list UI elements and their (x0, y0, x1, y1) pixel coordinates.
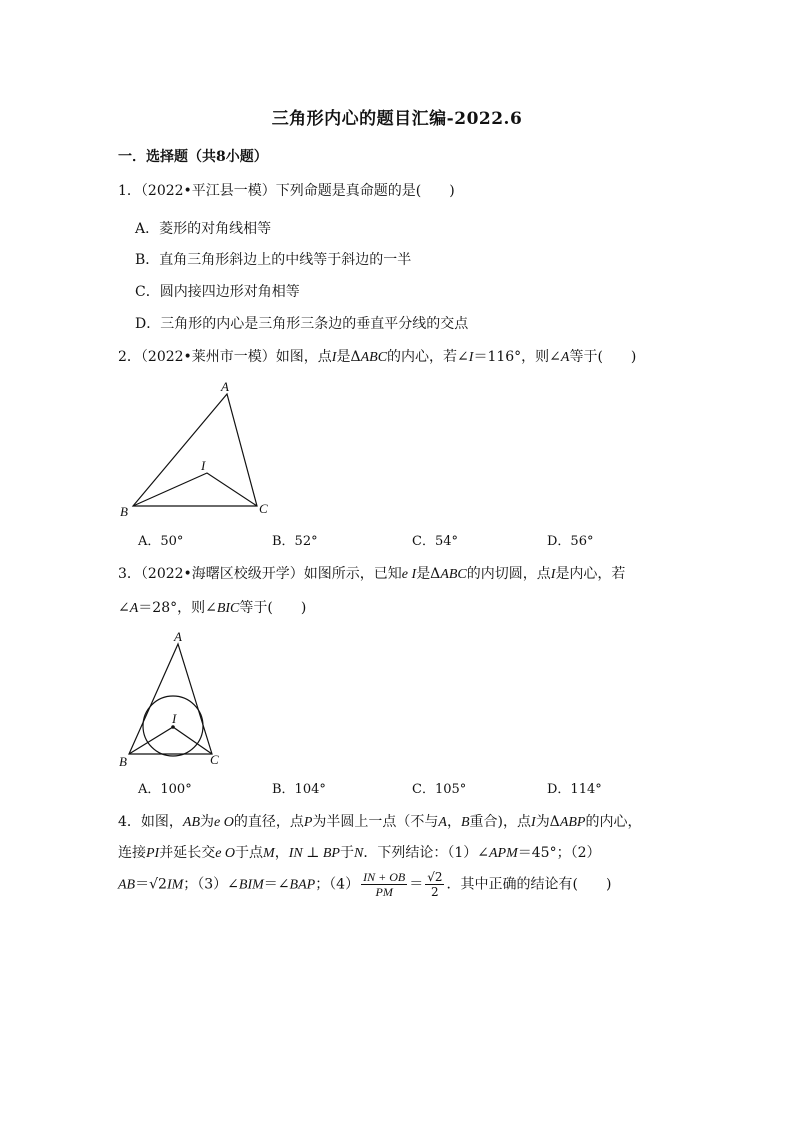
fraction-1-denominator: PM (375, 885, 393, 899)
question-3-text: 是Δ (416, 566, 441, 582)
math-var: e O (215, 846, 236, 861)
math-var: A (129, 601, 139, 616)
question-1-option-a: A．菱形的对角线相等 (135, 221, 272, 237)
math-var: I (468, 350, 474, 365)
math-var: P (303, 815, 313, 830)
question-3-option-a: A．100° (138, 782, 192, 797)
question-1-option-d: D．三角形的内心是三角形三条边的垂直平分线的交点 (135, 316, 469, 332)
question-4-stem-line-3 (118, 870, 611, 899)
question-4-stem-line-1 (118, 811, 641, 831)
question-2-stem (118, 346, 636, 366)
question-2-option-d: D．56° (547, 534, 594, 549)
fraction-1-numerator: IN + OB (363, 870, 406, 884)
question-1-option-c: C．圆内接四边形对角相等 (135, 284, 300, 300)
math-var: I (331, 350, 337, 365)
triangle-abc (129, 644, 212, 754)
question-4-text: ， (446, 814, 461, 830)
triangle-abc (133, 394, 257, 506)
label-a: A (174, 629, 182, 644)
math-var: e O (214, 815, 234, 830)
math-var: I (531, 815, 536, 830)
equals-sign: ＝ (409, 876, 424, 893)
question-2-figure (112, 376, 282, 524)
question-2-option-c: C．54° (412, 534, 458, 549)
question-4-text: 为半圆上一点（不与 (312, 814, 439, 830)
question-4-text: ．下列结论：（1）∠ (363, 845, 489, 861)
question-3-option-c: C．105° (412, 782, 467, 797)
question-3-text: ＝28°，则∠ (138, 600, 217, 616)
question-3-option-d: D．114° (547, 782, 602, 797)
question-4-text: ＝∠ (263, 876, 290, 893)
question-4-text: ；（4） (315, 876, 360, 893)
question-2-text: ＝116°，则∠ (473, 349, 561, 365)
question-2-text: 等于( ) (569, 349, 637, 365)
fraction-1 (361, 870, 407, 899)
label-i: I (172, 711, 177, 726)
page-title: 三角形内心的题目汇编-2022.6 (271, 109, 523, 129)
question-3-option-b: B．104° (272, 782, 326, 797)
question-2-option-b: B．52° (272, 534, 318, 549)
question-4-text: ， (274, 845, 289, 861)
math-var: B (460, 815, 470, 830)
section-heading: 一．选择题（共8小题） (118, 149, 268, 165)
math-var: N (354, 846, 364, 861)
fraction-2 (425, 870, 444, 899)
question-3-figure (112, 626, 232, 772)
math-var: BIC (216, 601, 240, 616)
math-var: A (560, 350, 570, 365)
math-var: A (438, 815, 447, 830)
math-var: M (263, 846, 275, 861)
label-c: C (259, 501, 268, 516)
question-4-text: 于点 (235, 845, 264, 861)
question-4-text: ＝45°；（2） (517, 845, 601, 861)
label-a: A (221, 379, 229, 394)
label-b: B (120, 504, 128, 519)
math-var: IN ⊥ BP (288, 846, 340, 861)
question-2-text: 是Δ (336, 349, 361, 365)
math-var: AB (118, 877, 136, 893)
math-var: APM (488, 846, 518, 861)
fraction-2-numerator: √2 (427, 870, 443, 884)
math-var: IM (166, 877, 184, 893)
question-4-text: 于 (340, 845, 354, 861)
question-4-text: 4．如图， (118, 814, 183, 830)
question-2-text: 2．（2022•莱州市一模）如图，点 (118, 349, 332, 365)
math-var: AB (182, 815, 201, 830)
question-4-text: 为Δ (535, 814, 560, 830)
question-3-text: 3．（2022•海曙区校级开学）如图所示，已知 (118, 566, 402, 582)
question-4-text: 为 (200, 814, 215, 830)
question-3-stem-line-2 (118, 597, 306, 617)
question-1-option-b: B．直角三角形斜边上的中线等于斜边的一半 (135, 252, 412, 268)
question-1-stem: 1．（2022•平江县一模）下列命题是真命题的是( ) (118, 183, 455, 199)
question-3-stem-line-1 (118, 563, 625, 583)
math-var: e I (401, 567, 417, 582)
fraction-2-denominator: 2 (431, 885, 439, 899)
question-4-text: 的直径，点 (233, 814, 304, 830)
math-var: I (550, 567, 556, 582)
math-var: BIM (238, 877, 264, 893)
label-i: I (201, 458, 206, 473)
question-4-text: 的内心， (585, 814, 642, 830)
label-c: C (210, 752, 219, 767)
question-4-text: ；（3）∠ (183, 876, 239, 893)
question-2-text: 的内心，若∠ (387, 349, 469, 365)
question-4-text: 重合)，点 (469, 814, 532, 830)
label-b: B (119, 754, 127, 769)
question-3-text: 的内切圆，点 (466, 566, 551, 582)
math-var: ABP (559, 815, 586, 830)
math-var: ABC (360, 350, 388, 365)
question-3-text: ∠ (118, 600, 130, 616)
math-var: PI (146, 846, 160, 861)
question-4-text: ．其中正确的结论有( ) (446, 876, 612, 893)
math-var: ABC (440, 567, 467, 582)
math-var: BAP (289, 877, 316, 893)
question-4-text: 连接 (118, 845, 146, 861)
question-2-option-a: A．50° (138, 534, 184, 549)
question-4-stem-line-2 (118, 842, 600, 862)
question-3-text: 等于( ) (239, 600, 307, 616)
question-4-text: 并延长交 (159, 845, 216, 861)
incenter-segments (133, 473, 257, 506)
question-4-text: ＝√2 (135, 876, 167, 893)
question-3-text: 是内心，若 (555, 566, 626, 582)
